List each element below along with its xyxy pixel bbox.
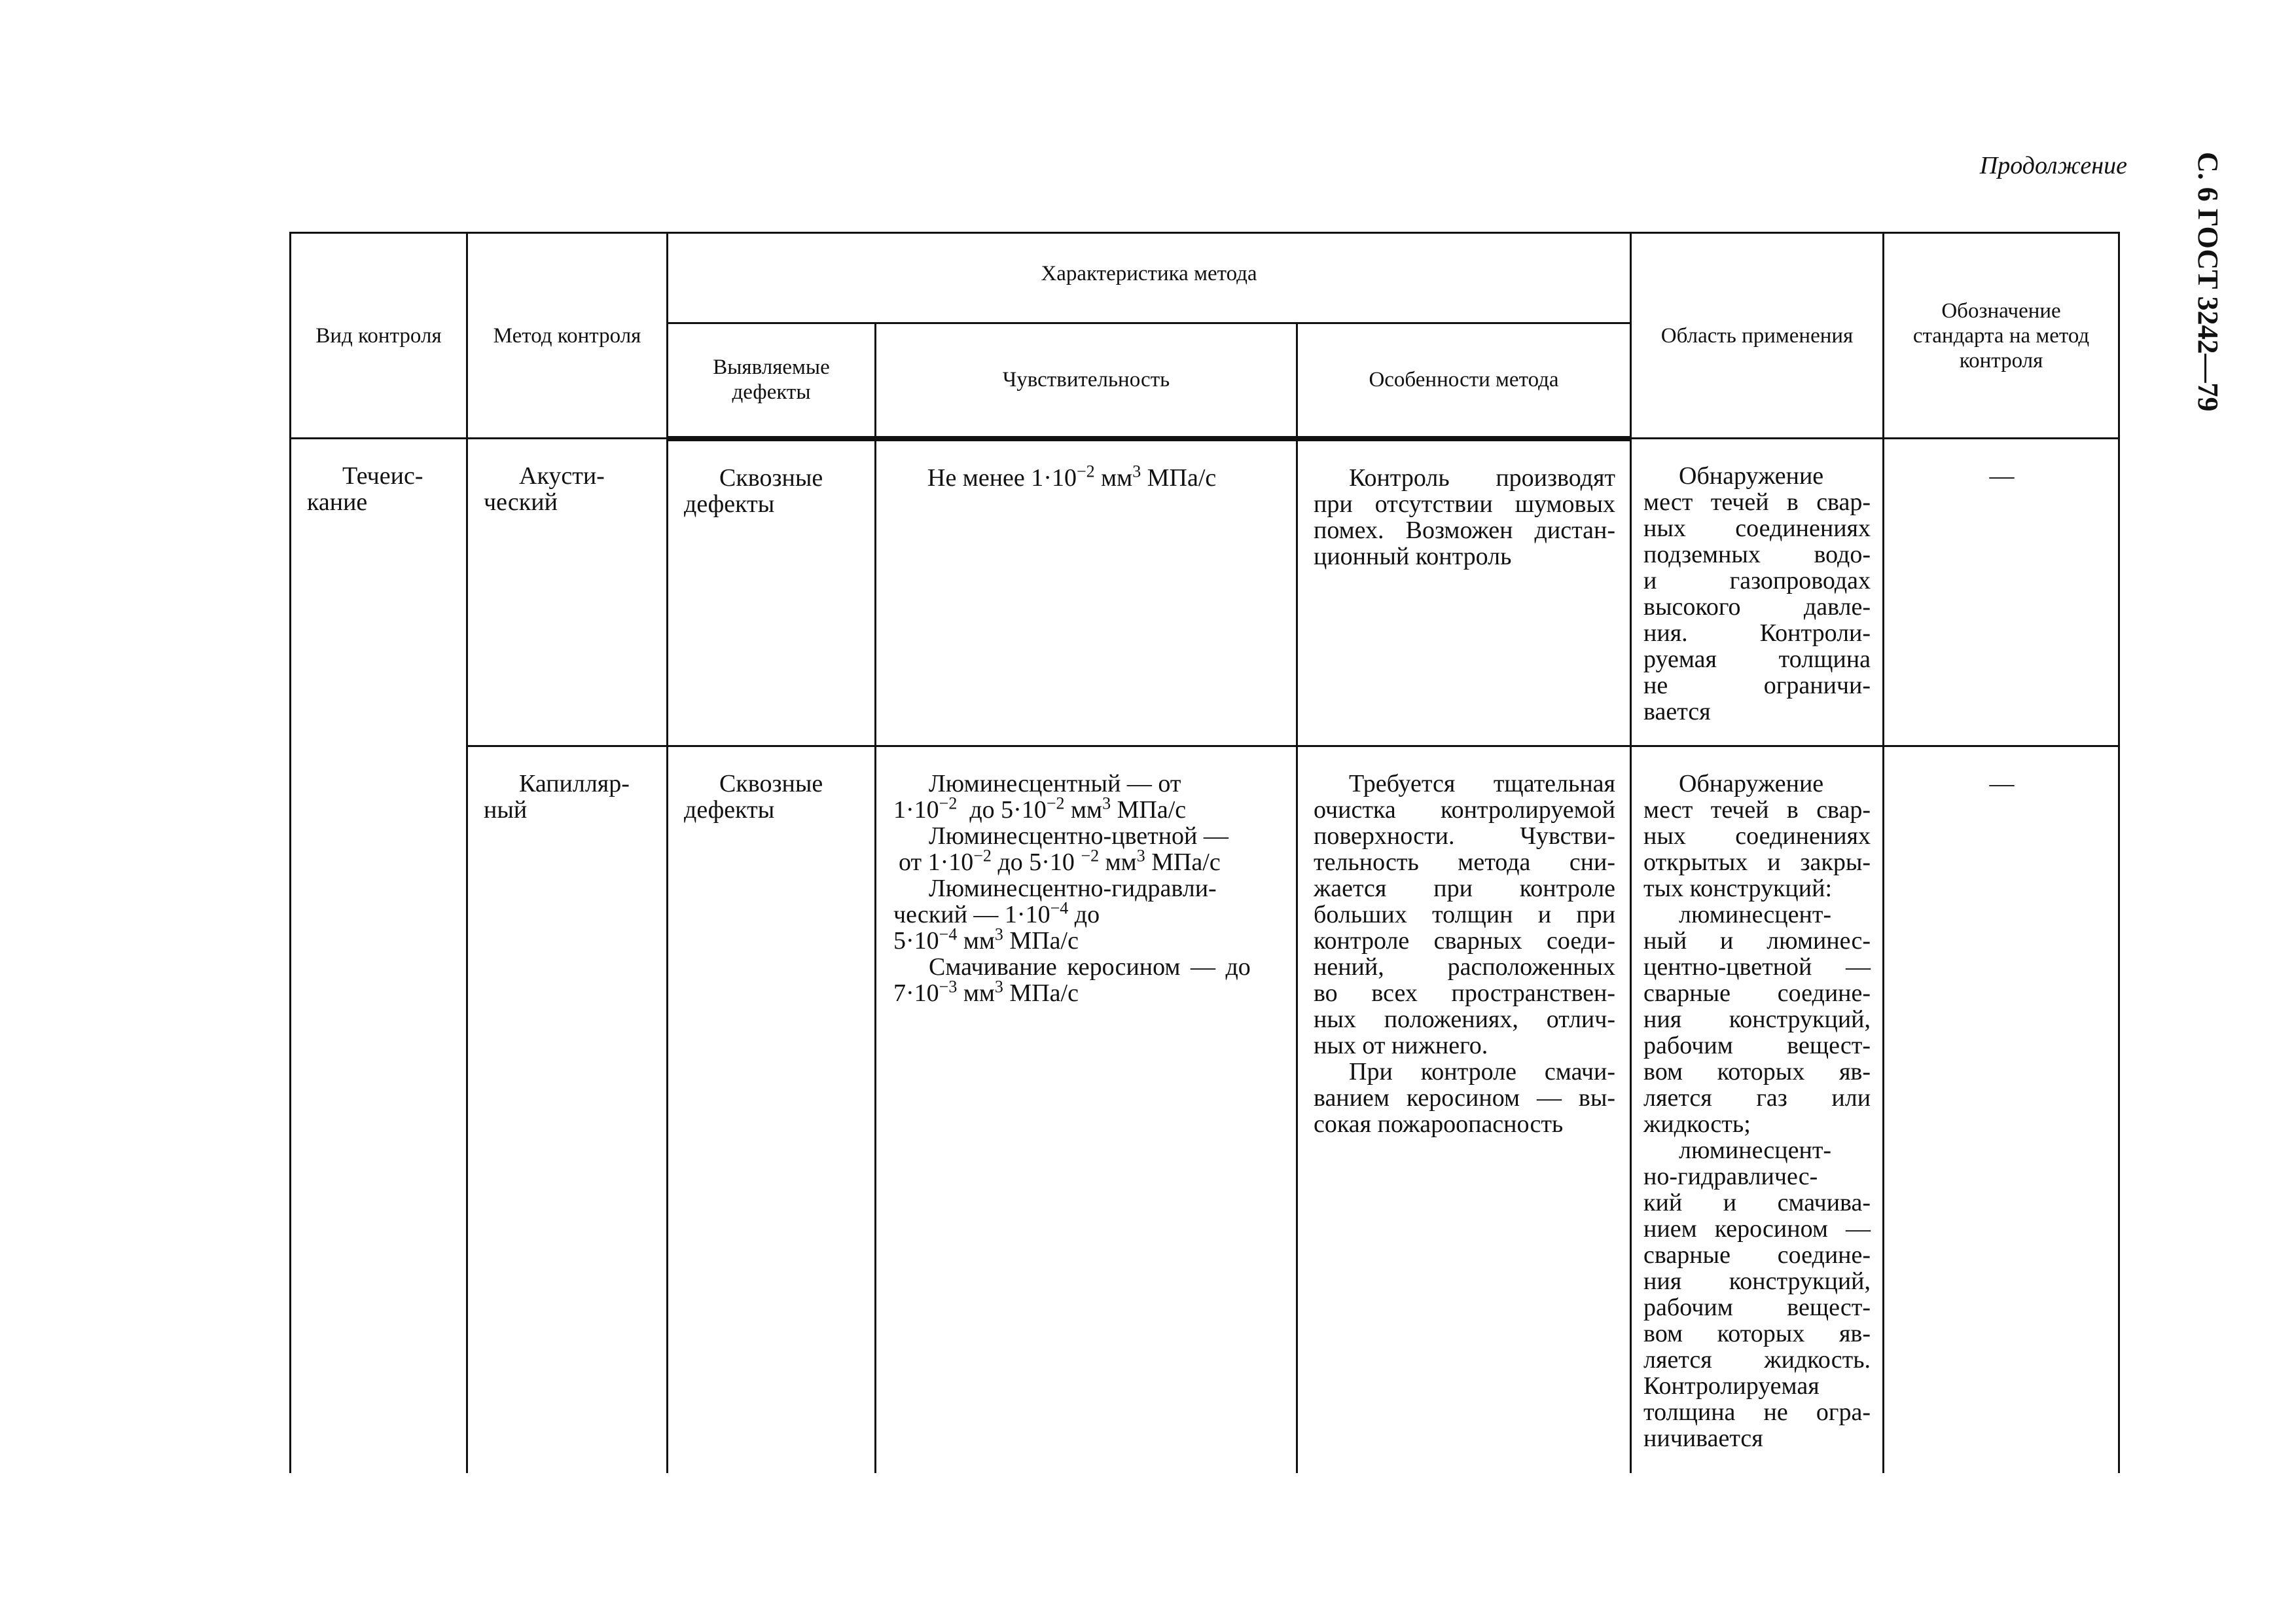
cell-defects-capillary [668, 746, 876, 1473]
cell-text: Капилляр- [519, 770, 630, 797]
cell-text: ционный контроль [1314, 542, 1512, 570]
sensitivity-exponent: −2 [1081, 846, 1100, 866]
header-standard: Обозначение стандарта на метод контроля [1884, 233, 2119, 439]
sensitivity-exponent: −4 [1050, 898, 1069, 918]
sensitivity-text: 5·10 [893, 927, 939, 955]
sensitivity-text: мм [1094, 464, 1133, 492]
cell-text: тых конструкций: [1643, 875, 1832, 902]
sensitivity-exponent: −2 [973, 846, 992, 866]
header-features: Особенности метода [1297, 323, 1631, 439]
sensitivity-text: Люминесцентный — от [929, 770, 1181, 797]
cell-features-acoustic [1297, 439, 1631, 746]
sensitivity-exponent: −4 [939, 924, 958, 944]
sensitivity-text: МПа/с [1145, 848, 1221, 876]
sensitivity-exponent: −2 [1076, 461, 1095, 481]
sensitivity-exponent: 3 [1102, 793, 1111, 813]
cell-text: сварные соедине- [1643, 1241, 1871, 1269]
sensitivity-exponent: 3 [994, 924, 1003, 944]
cell-text: жается при контроле [1314, 875, 1616, 902]
cell-text: Сквозные [719, 464, 823, 492]
sensitivity-line [893, 793, 1284, 824]
cell-text: Требуется тщательная [1349, 770, 1616, 797]
cell-text: контроле сварных соеди- [1314, 927, 1616, 955]
cell-text: ляется газ или [1643, 1084, 1871, 1112]
sensitivity-text: ческий — 1·10 [893, 901, 1050, 928]
cell-text: рабочим вещест- [1643, 1032, 1871, 1059]
cell-text: вом которых яв- [1643, 1058, 1871, 1085]
cell-text: Обнаружение [1679, 462, 1824, 490]
cell-text: люминесцент- [1679, 1137, 1832, 1164]
cell-text: поверхности. Чувстви- [1314, 822, 1616, 850]
cell-text: вом которых яв- [1643, 1320, 1871, 1347]
cell-text: ных положениях, отлич- [1314, 1006, 1616, 1033]
sensitivity-text: Люминесцентно-цветной — [929, 822, 1229, 850]
cell-text: Течеис- [342, 462, 423, 490]
sensitivity-line [892, 461, 1282, 492]
cell-text: ный и люминес- [1643, 927, 1871, 955]
cell-text: ния. Контроли- [1643, 619, 1871, 647]
cell-text: руемая толщина [1643, 646, 1871, 673]
header-application: Область применения [1631, 233, 1884, 439]
cell-text: тельность метода сни- [1314, 848, 1616, 876]
cell-text: но-гидравличес- [1643, 1163, 1818, 1190]
cell-text: ния конструкций, [1643, 1267, 1871, 1295]
sensitivity-text: мм [957, 979, 995, 1007]
cell-text: При контроле смачи- [1349, 1058, 1616, 1085]
sensitivity-line [893, 924, 1284, 955]
page-running-header: С. 6 ГОСТ 3242—79 [2192, 152, 2224, 412]
sensitivity-text: от 1·10 [899, 848, 974, 876]
sensitivity-text: 1·10 [893, 796, 939, 824]
cell-standard-acoustic: — [1884, 439, 2119, 746]
cell-text: дефекты [684, 796, 775, 824]
cell-text: ляется жидкость. [1643, 1346, 1871, 1374]
header-method: Метод контроля [467, 233, 668, 439]
cell-text: кий и смачива- [1643, 1189, 1871, 1216]
header-characteristic: Характеристика метода [668, 233, 1631, 323]
cell-method-capillary [467, 746, 668, 1473]
sensitivity-text: Люминесцентно-гидравли- [929, 875, 1217, 902]
cell-text: открытых и закры- [1643, 848, 1871, 876]
sensitivity-text: до 5·10 [991, 848, 1081, 876]
cell-text: при отсутствии шумовых [1314, 490, 1616, 518]
cell-text: больших толщин и при [1314, 901, 1616, 928]
cell-text: кание [307, 488, 368, 516]
cell-text: вается [1643, 698, 1711, 725]
sensitivity-text: до 5·10 [957, 796, 1047, 824]
cell-text: ных соединениях [1643, 822, 1871, 850]
sensitivity-text: Смачивание керосином — до [929, 953, 1251, 981]
header-sensitivity: Чувствительность [876, 323, 1297, 439]
cell-text: рабочим вещест- [1643, 1294, 1871, 1321]
cell-text: ческий [484, 488, 558, 516]
cell-kind-leak-detection [291, 439, 467, 1473]
cell-text: мест течей в свар- [1643, 488, 1871, 516]
sensitivity-text: Не менее 1·10 [927, 464, 1077, 492]
cell-text: Контролируемая [1643, 1372, 1820, 1400]
sensitivity-exponent: 3 [994, 977, 1003, 996]
cell-text: ный [484, 796, 528, 824]
header-kind: Вид контроля [291, 233, 467, 439]
cell-text: толщина не огра- [1643, 1398, 1871, 1426]
inspection-methods-table [289, 232, 2120, 1473]
cell-features-capillary [1297, 746, 1631, 1473]
sensitivity-exponent: −2 [939, 793, 958, 813]
cell-text: люминесцент- [1679, 901, 1832, 928]
cell-text: Акусти- [519, 462, 605, 490]
cell-text: ных от нижнего. [1314, 1032, 1488, 1059]
sensitivity-text: МПа/с [1141, 464, 1217, 492]
cell-text: мест течей в свар- [1643, 796, 1871, 824]
cell-text: центно-цветной — [1643, 953, 1871, 981]
table-row-acoustic [291, 439, 2119, 746]
sensitivity-line [893, 898, 1284, 928]
cell-text: высокого давле- [1643, 593, 1871, 621]
sensitivity-line [893, 846, 1284, 876]
sensitivity-text: мм [1064, 796, 1103, 824]
cell-method-acoustic [467, 439, 668, 746]
table-row-capillary [291, 746, 2119, 1473]
cell-text: во всех пространствен- [1314, 979, 1616, 1007]
cell-text: ния конструкций, [1643, 1006, 1871, 1033]
cell-text: подземных водо- [1643, 541, 1871, 568]
cell-sensitivity-acoustic [876, 439, 1297, 746]
sensitivity-exponent: 3 [1132, 461, 1141, 481]
header-row-1 [291, 233, 2119, 323]
sensitivity-text: МПа/с [1003, 979, 1079, 1007]
cell-standard-capillary: — [1884, 746, 2119, 1473]
cell-text: и газопроводах [1643, 567, 1871, 594]
cell-text: жидкость; [1643, 1110, 1751, 1138]
sensitivity-text: МПа/с [1003, 927, 1079, 955]
cell-text: не ограничи- [1643, 672, 1871, 699]
sensitivity-text: МПа/с [1111, 796, 1187, 824]
continuation-label: Продолжение [1979, 152, 2127, 179]
sensitivity-exponent: −2 [1046, 793, 1065, 813]
cell-text: Сквозные [719, 770, 823, 797]
cell-text: дефекты [684, 490, 775, 518]
cell-application-acoustic [1631, 439, 1884, 746]
cell-text: нений, расположенных [1314, 953, 1616, 981]
sensitivity-exponent: −3 [939, 977, 958, 996]
cell-text: помех. Возможен дистан- [1314, 516, 1616, 544]
cell-sensitivity-capillary [876, 746, 1297, 1473]
sensitivity-line [893, 875, 1284, 902]
sensitivity-text: 7·10 [893, 979, 939, 1007]
cell-text: ванием керосином — вы- [1314, 1084, 1616, 1112]
cell-defects-acoustic [668, 439, 876, 746]
sensitivity-text: мм [1099, 848, 1137, 876]
header-defects: Выявляемые дефекты [668, 323, 876, 439]
cell-text: сокая пожароопасность [1314, 1110, 1564, 1138]
cell-application-capillary [1631, 746, 1884, 1473]
sensitivity-text: до [1068, 901, 1100, 928]
cell-text: нием керосином — [1643, 1215, 1871, 1243]
cell-text: ных соединениях [1643, 515, 1871, 542]
cell-text: ничивается [1643, 1425, 1763, 1452]
cell-text: Контроль производят [1349, 464, 1616, 492]
cell-text: очистка контролируемой [1314, 796, 1616, 824]
cell-text: Обнаружение [1679, 770, 1824, 797]
sensitivity-line [893, 823, 1284, 849]
sensitivity-line [893, 977, 1284, 1007]
sensitivity-line [893, 954, 1284, 980]
sensitivity-text: мм [957, 927, 995, 955]
sensitivity-exponent: 3 [1136, 846, 1145, 866]
sensitivity-line [893, 771, 1284, 797]
cell-text: сварные соедине- [1643, 979, 1871, 1007]
